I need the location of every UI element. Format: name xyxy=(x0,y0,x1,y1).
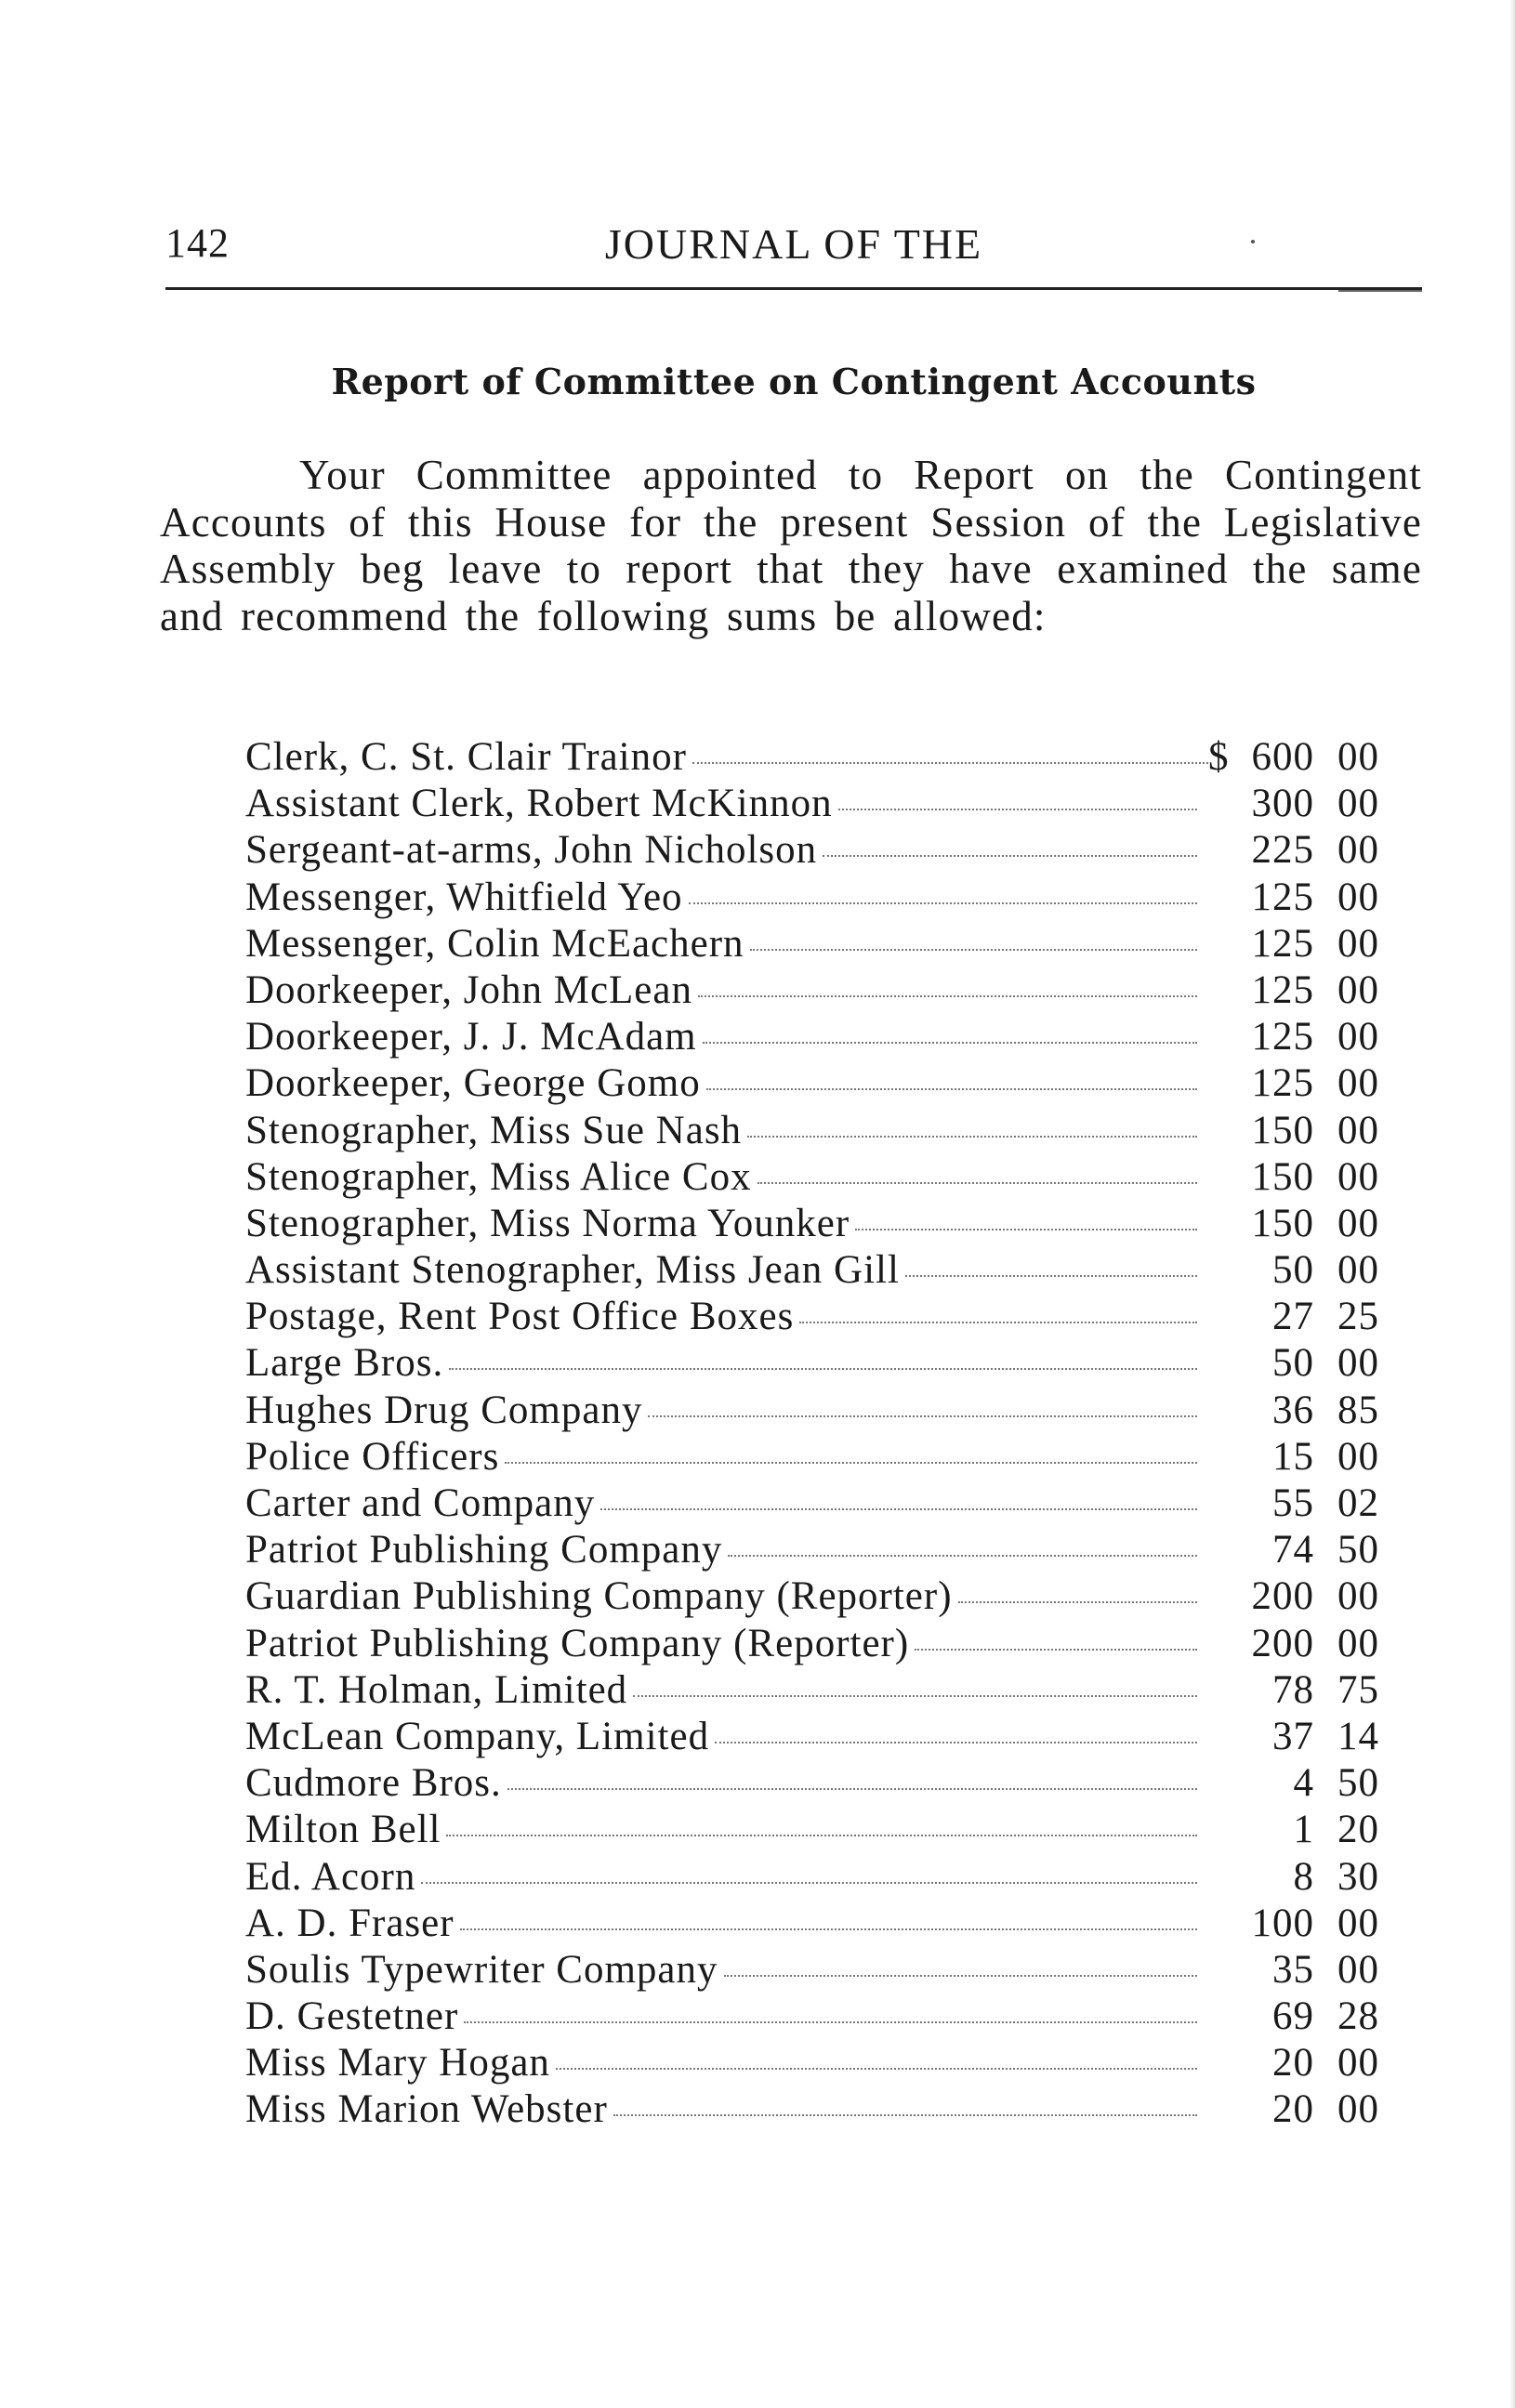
payee-name: Ed. Acorn xyxy=(245,1854,416,1899)
header-rule-tail xyxy=(1338,290,1422,292)
amount-cents: 00 xyxy=(1337,1108,1379,1152)
dot-leader xyxy=(799,1322,1197,1323)
amount-dollars: 200 xyxy=(1251,1621,1314,1665)
amount-dollars: 125 xyxy=(1251,1015,1314,1059)
dot-leader xyxy=(747,1136,1197,1138)
payee-name: Assistant Clerk, Robert McKinnon xyxy=(245,782,833,826)
amount-cents: 50 xyxy=(1337,1761,1379,1806)
amount-dollars: 69 xyxy=(1272,1994,1314,2039)
payee-name: Doorkeeper, John McLean xyxy=(245,967,692,1012)
amount-dollars: 27 xyxy=(1272,1295,1314,1339)
account-row xyxy=(245,1760,1379,1807)
amount-cents: 00 xyxy=(1337,1154,1379,1199)
amount-cents: 00 xyxy=(1337,1248,1379,1293)
amount-cents: 00 xyxy=(1337,2087,1379,2132)
payee-name: Miss Marion Webster xyxy=(245,2087,608,2132)
amount-dollars: 36 xyxy=(1272,1388,1314,1432)
dot-leader xyxy=(758,1182,1197,1184)
payee-name: Guardian Publishing Company (Reporter) xyxy=(245,1574,953,1619)
payee-name: Miss Mary Hogan xyxy=(245,2041,550,2086)
amount-cents: 85 xyxy=(1337,1388,1379,1432)
account-row xyxy=(245,1573,1379,1620)
payee-name: Clerk, C. St. Clair Trainor xyxy=(245,735,687,779)
dot-leader xyxy=(421,1882,1197,1884)
account-row xyxy=(245,1340,1379,1387)
amount-dollars: 100 xyxy=(1251,1901,1314,1945)
account-row xyxy=(245,1807,1379,1853)
payee-name: Carter and Company xyxy=(245,1481,596,1525)
dot-leader xyxy=(692,762,1208,764)
account-row xyxy=(245,1621,1379,1667)
payee-name: Messenger, Colin McEachern xyxy=(245,921,744,966)
amount-dollars: 125 xyxy=(1251,875,1314,919)
page-number: 142 xyxy=(165,220,230,266)
payee-name: Patriot Publishing Company (Reporter) xyxy=(245,1621,910,1665)
account-row xyxy=(245,2040,1379,2086)
dot-leader xyxy=(689,902,1197,904)
payee-name: Cudmore Bros. xyxy=(245,1761,502,1806)
dot-leader xyxy=(724,1975,1198,1977)
payee-name: Messenger, Whitfield Yeo xyxy=(245,875,683,919)
account-row xyxy=(245,1994,1379,2040)
dot-leader xyxy=(855,1229,1197,1230)
dot-leader xyxy=(464,2021,1197,2023)
running-head: JOURNAL OF THE xyxy=(604,220,983,268)
dot-leader xyxy=(838,809,1197,810)
amount-cents: 75 xyxy=(1337,1667,1379,1712)
amount-dollars: 55 xyxy=(1272,1481,1314,1525)
payee-name: Patriot Publishing Company xyxy=(245,1528,723,1572)
amount-cents: 00 xyxy=(1337,2041,1379,2086)
amount-cents: 00 xyxy=(1337,1621,1379,1665)
report-intro-paragraph: Your Committee appointed to Report on the Contingent Accounts of this House for the present Session of the Legislative Assembly beg leave to report that they have examined the same and recommend the following sums be allowed: xyxy=(160,452,1422,639)
account-row xyxy=(245,2086,1379,2133)
accounts-list xyxy=(245,734,1379,2134)
amount-dollars: 600 xyxy=(1251,735,1314,779)
payee-name: A. D. Fraser xyxy=(245,1901,454,1945)
header-rule xyxy=(165,287,1422,290)
amount-dollars: 125 xyxy=(1251,921,1314,966)
account-row xyxy=(245,1947,1379,1994)
payee-name: Stenographer, Miss Sue Nash xyxy=(245,1108,743,1152)
amount-cents: 00 xyxy=(1337,1434,1379,1479)
payee-name: R. T. Holman, Limited xyxy=(245,1667,628,1712)
dot-leader xyxy=(958,1601,1197,1603)
account-row xyxy=(245,1201,1379,1247)
amount-cents: 00 xyxy=(1337,1061,1379,1106)
amount-cents: 20 xyxy=(1337,1808,1379,1852)
payee-name: Doorkeeper, J. J. McAdam xyxy=(245,1015,697,1059)
amount-dollars: 74 xyxy=(1272,1528,1314,1572)
amount-cents: 02 xyxy=(1337,1481,1379,1525)
page-edge-shadow xyxy=(1509,0,1515,2408)
payee-name: Hughes Drug Company xyxy=(245,1388,643,1432)
account-row xyxy=(245,1294,1379,1340)
dot-leader xyxy=(633,1695,1197,1697)
amount-cents: 00 xyxy=(1337,1015,1379,1059)
dot-leader xyxy=(905,1275,1197,1277)
amount-dollars: 150 xyxy=(1251,1201,1314,1245)
dot-leader xyxy=(703,1042,1197,1044)
amount-dollars: 125 xyxy=(1251,1061,1314,1106)
account-row xyxy=(245,967,1379,1014)
payee-name: McLean Company, Limited xyxy=(245,1714,710,1758)
amount-dollars: 200 xyxy=(1251,1574,1314,1619)
account-row xyxy=(245,1901,1379,1947)
dot-leader xyxy=(823,855,1197,857)
dot-leader xyxy=(728,1555,1197,1557)
payee-name: Assistant Stenographer, Miss Jean Gill xyxy=(245,1248,900,1293)
amount-cents: 00 xyxy=(1337,828,1379,873)
dot-leader xyxy=(446,1835,1197,1836)
account-row xyxy=(245,1388,1379,1434)
amount-dollars: 50 xyxy=(1272,1248,1314,1293)
dot-leader xyxy=(449,1368,1197,1370)
payee-name: Large Bros. xyxy=(245,1341,444,1386)
account-row xyxy=(245,1527,1379,1573)
amount-dollars: 20 xyxy=(1272,2087,1314,2132)
payee-name: Soulis Typewriter Company xyxy=(245,1947,718,1992)
amount-cents: 00 xyxy=(1337,1341,1379,1386)
amount-dollars: 37 xyxy=(1272,1714,1314,1758)
dot-leader xyxy=(600,1508,1197,1510)
amount-cents: 25 xyxy=(1337,1295,1379,1339)
payee-name: Sergeant-at-arms, John Nicholson xyxy=(245,828,818,873)
amount-dollars: 50 xyxy=(1272,1341,1314,1386)
amount-cents: 00 xyxy=(1337,875,1379,919)
payee-name: Stenographer, Miss Alice Cox xyxy=(245,1154,752,1199)
payee-name: D. Gestetner xyxy=(245,1994,459,2039)
amount-dollars: 78 xyxy=(1272,1667,1314,1712)
payee-name: Doorkeeper, George Gomo xyxy=(245,1061,701,1106)
amount-dollars: 125 xyxy=(1251,967,1314,1012)
dot-leader xyxy=(750,949,1197,951)
amount-dollars: 225 xyxy=(1251,828,1314,873)
dot-leader xyxy=(507,1788,1197,1790)
account-row xyxy=(245,1854,1379,1901)
account-row xyxy=(245,1154,1379,1201)
amount-cents: 00 xyxy=(1337,1574,1379,1619)
amount-dollars: 150 xyxy=(1251,1108,1314,1152)
amount-dollars: 150 xyxy=(1251,1154,1314,1199)
amount-cents: 30 xyxy=(1337,1854,1379,1899)
account-row xyxy=(245,875,1379,921)
amount-cents: 00 xyxy=(1337,782,1379,826)
account-row xyxy=(245,1060,1379,1107)
ink-speck xyxy=(1251,240,1255,243)
currency-symbol: $ xyxy=(1208,735,1230,779)
account-row xyxy=(245,921,1379,967)
dot-leader xyxy=(915,1649,1197,1651)
amount-cents: 00 xyxy=(1337,921,1379,966)
account-row xyxy=(245,1014,1379,1060)
amount-cents: 50 xyxy=(1337,1528,1379,1572)
account-row xyxy=(245,1247,1379,1294)
amount-dollars: 300 xyxy=(1251,782,1314,826)
amount-cents: 00 xyxy=(1337,1901,1379,1945)
payee-name: Postage, Rent Post Office Boxes xyxy=(245,1295,795,1339)
account-row xyxy=(245,1667,1379,1714)
amount-dollars: 15 xyxy=(1272,1434,1314,1479)
amount-cents: 00 xyxy=(1337,1201,1379,1245)
account-row xyxy=(245,781,1379,827)
dot-leader xyxy=(460,1928,1197,1930)
amount-cents: 28 xyxy=(1337,1994,1379,2039)
amount-dollars: 20 xyxy=(1272,2041,1314,2086)
account-row xyxy=(245,1108,1379,1154)
report-title: Report of Committee on Contingent Accounts xyxy=(331,361,1257,402)
account-row xyxy=(245,1434,1379,1480)
amount-dollars: 8 xyxy=(1293,1854,1314,1899)
amount-dollars: 35 xyxy=(1272,1947,1314,1992)
dot-leader xyxy=(698,995,1197,997)
payee-name: Stenographer, Miss Norma Younker xyxy=(245,1201,850,1245)
amount-cents: 14 xyxy=(1337,1714,1379,1758)
dot-leader xyxy=(505,1462,1197,1464)
account-row xyxy=(245,734,1379,781)
dot-leader xyxy=(715,1742,1197,1743)
page-header xyxy=(165,219,1422,275)
account-row xyxy=(245,1480,1379,1527)
dot-leader xyxy=(613,2114,1197,2116)
payee-name: Milton Bell xyxy=(245,1808,441,1852)
dot-leader xyxy=(706,1088,1197,1090)
dot-leader xyxy=(556,2068,1197,2070)
account-row xyxy=(245,827,1379,874)
account-row xyxy=(245,1714,1379,1760)
payee-name: Police Officers xyxy=(245,1434,500,1479)
amount-cents: 00 xyxy=(1337,735,1379,779)
amount-dollars: 4 xyxy=(1293,1761,1314,1806)
amount-cents: 00 xyxy=(1337,967,1379,1012)
dot-leader xyxy=(648,1415,1197,1417)
amount-dollars: 1 xyxy=(1293,1808,1314,1852)
amount-cents: 00 xyxy=(1337,1947,1379,1992)
